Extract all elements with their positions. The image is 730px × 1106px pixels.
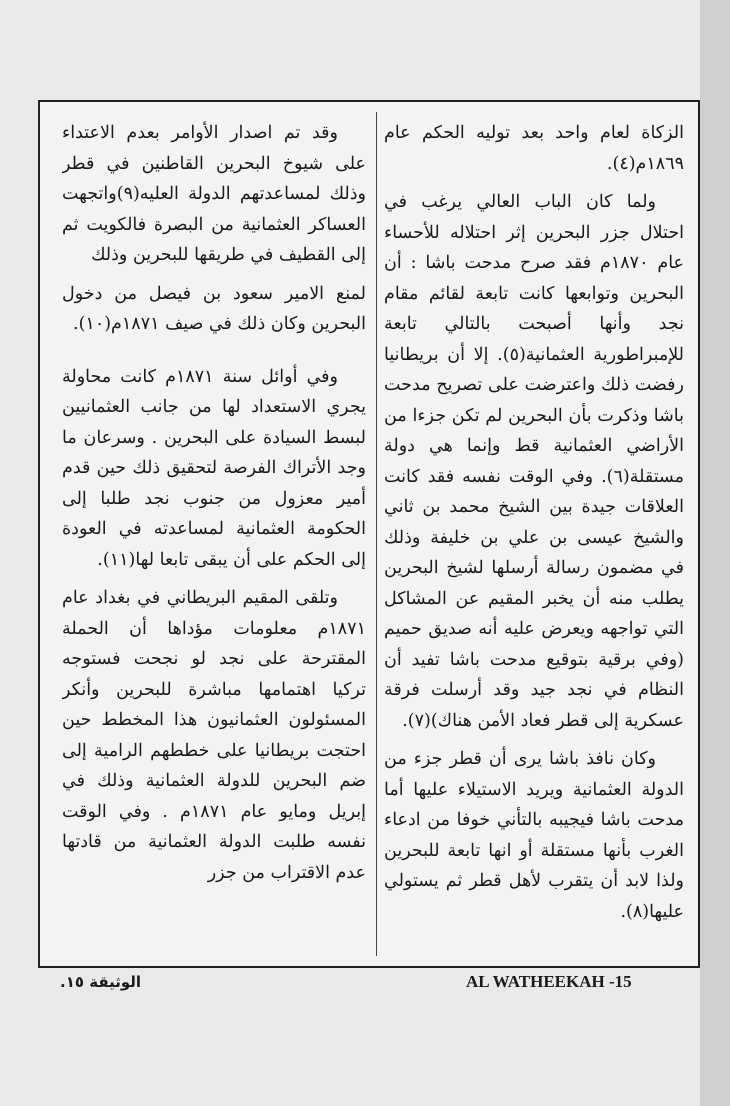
paragraph: الزكاة لعام واحد بعد توليه الحكم عام ١٨٦٩م(٤). xyxy=(384,123,684,174)
paragraph: وقد تم اصدار الأوامر بعدم الاعتداء على شيوخ البحرين القاطنين في قطر وذلك لمساعدتهم الدولة العليه(٩)واتجهت العساكر العثمانية من البصرة فالكويت ثم إلى القطيف في طريقها للبحرين وذلك xyxy=(62,123,366,265)
paragraph: وتلقى المقيم البريطاني في بغداد عام ١٨٧١م معلومات مؤداها أن الحملة المقترحة على نجد لو نجحت فستوجه تركيا اهتمامها مباشرة للبحرين وأنكر المسئولون العثمانيون هذا المخطط حين احتجت بريطانيا على خططهم الرامية إلى ضم البحرين للدولة العثمانية وذلك في إبريل ومايو عام ١٨٧١م . وفي الوقت نفسه طلبت الدولة العثمانية من قادتها عدم الاقتراب من جزر xyxy=(62,588,366,883)
paragraph: وكان نافذ باشا يرى أن قطر جزء من الدولة العثمانية ويريد الاستيلاء عليها أما مدحت باشا فيجيبه بالتأني خوفا من ادعاء الغرب بأنها مستقلة أو انها تابعة للبحرين ولذا لابد أن يتقرب لأهل قطر ثم يستولي عليها(٨). xyxy=(384,749,684,922)
left-column xyxy=(62,118,366,952)
column-divider xyxy=(376,112,377,956)
paragraph: وفي أوائل سنة ١٨٧١م كانت محاولة يجري الاستعداد لها من جانب العثمانيين لبسط السيادة على البحرين . وسرعان ما وجد الأتراك الفرصة لتحقيق ذلك حين قدم أمير معزول من جنوب نجد طلبا إلى الحكومة العثمانية لمساعدته في العودة إلى الحكم على أن يبقى تابعا لها(١١). xyxy=(62,366,366,570)
footer-arabic-title: الوثيقة ١٥. xyxy=(60,973,142,991)
right-column xyxy=(384,118,684,952)
footer-english-title: AL WATHEEKAH -15 xyxy=(466,972,632,991)
paragraph: لمنع الامير سعود بن فيصل من دخول البحرين وكان ذلك في صيف ١٨٧١م(١٠). xyxy=(62,283,366,334)
article-frame xyxy=(38,100,700,968)
paragraph: ولما كان الباب العالي يرغب في احتلال جزر البحرين إثر احتلاله للأحساء عام ١٨٧٠م فقد صرح مدحت باشا : أن البحرين وتوابعها كانت تابعة لقائم مقام نجد وأنها أصبحت بالتالي تابعة للإمبراطورية العثمانية(٥). إلا أن بريطانيا رفضت ذلك واعترضت على تصريح مدحت باشا وذكرت بأن البحرين لم تكن جزءا من الأراضي العثمانية قط وإنما هي دولة مستقلة(٦). وفي الوقت نفسه فقد كانت العلاقات جيدة بين الشيخ محمد بن ثاني والشيخ عيسى بن علي بن خليفة وذلك في مضمون رسالة أرسلها لشيخ البحرين يطلب منه أن يخبر المقيم عن المشاكل التي تواجهه ويعرض عليه أنه صديق حميم (وفي برقية بتوقيع مدحت باشا تفيد أن النظام في نجد جيد وقد أرسلت فرقة عسكرية إلى قطر فعاد الأمن هناك)(٧). xyxy=(384,192,684,731)
page-edge-shadow xyxy=(700,0,730,1106)
